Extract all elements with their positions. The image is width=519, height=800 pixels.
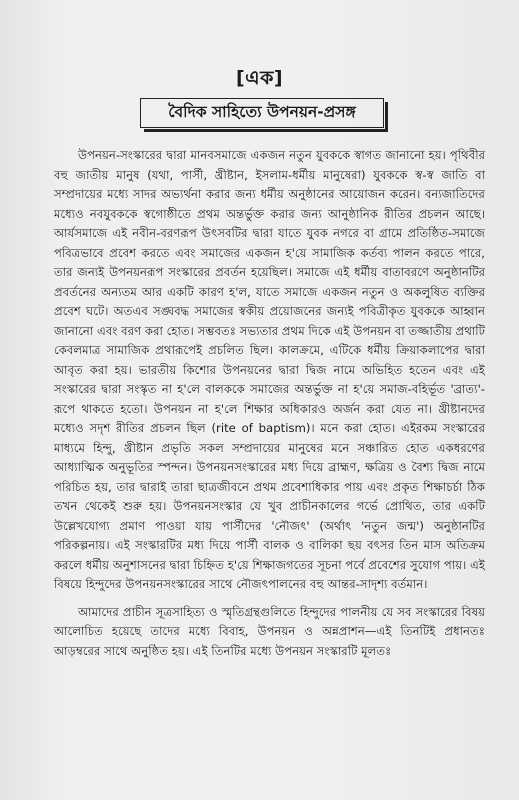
chapter-title-box [140, 98, 384, 128]
chapter-title: বৈদিক সাহিত্যে উপনয়ন-প্রসঙ্গ [168, 103, 356, 121]
paragraph-1: উপনয়ন-সংস্কারের দ্বারা মানবসমাজে একজন নতুন যুবককে স্বাগত জানানো হয়। পৃথিবীর বহু জাতীয় মানুষ (যথা, পার্সী, খ্রীষ্টান, ইসলাম-ধর্মীয় মানুষেরা) যুবককে স্ব-স্ব জাতি বা সম্প্রদায়ের মধ্যে সাদর অভ্যর্থনা করার জন্য ধর্মীয় অনুষ্ঠানের আয়োজন করেন। বন্যজাতিদের মধ্যেও নবযুবককে স্বগোষ্ঠীতে প্রথম অন্তর্ভুক্ত করার জন্য আনুষ্ঠানিক রীতির প্রচলন আছে। আর্যসমাজে এই নবীন-বরণরূপ উৎসবটির দ্বারা যাতে যুবক নগরে বা গ্রামে প্রতিষ্ঠিত-সমাজে পবিত্রভাবে প্রবেশ করতে এবং সমাজের একজন হ'য়ে সামাজিক কর্তব্য পালন করতে পারে, তার জন্যই উপনয়নরূপ সংস্কারের প্রবর্তন হয়েছিল। সমাজে এই ধর্মীয় বাতাবরণে অনুষ্ঠানটির প্রবর্তনের অন্যতম আর একটি কারণ হ'ল, যাতে সমাজে একজন নতুন ও অকলুষিত ব্যক্তির প্রবেশ ঘটে। অতএব সঙ্ঘবদ্ধ সমাজের স্বকীয় প্রয়োজনের জন্যই পবিত্রীকৃত যুবককে আহ্বান জানানো এবং বরণ করা হোত। সম্ভবতঃ সভ্যতার প্রথম দিকে এই উপনয়ন বা তজ্জাতীয় প্রথাটি কেবলমাত্র সামাজিক প্রথারূপেই প্রচলিত ছিল। কালক্রমে, এটিকে ধর্মীয় ক্রিয়াকলাপের দ্বারা আবৃত করা হয়। ভারতীয় কিশোর উপনয়নের দ্বারা দ্বিজ নামে অভিহিত হতেন এবং এই সংস্কারের দ্বারা সংস্কৃত না হ'লে বালককে সমাজের অন্তর্ভুক্ত না হ'য়ে সমাজ-বহির্ভূত 'ব্রাত্য'-রূপে থাকতে হতো। উপনয়ন না হ'লে শিক্ষার অধিকারও অর্জন করা যেত না। খ্রীষ্টানদের মধ্যেও সদৃশ রীতির প্রচলন ছিল (rite of baptism)। মনে করা হোত। এইরকম সংস্কারের মাধ্যমে হিন্দু, খ্রীষ্টান প্রভৃতি সকল সম্প্রদায়ের মানুষের মনে সঞ্চারিত হোত একধরণের আধ্যাত্মিক অনুভূতির স্পন্দন। উপনয়নসংস্কারের মধ্য দিয়ে ব্রাহ্মণ, ক্ষত্রিয় ও বৈশ্য দ্বিজ নামে পরিচিত হয়, তার দ্বারাই তারা ছাত্রজীবনে প্রথম প্রবেশাধিকার পায় এবং প্রকৃত শিক্ষাচর্চা ঠিক তখন থেকেই শুরু হয়। উপনয়নসংস্কার যে খুব প্রাচীনকালের গর্ভে প্রোথিত, তার একটি উল্লেখযোগ্য প্রমাণ পাওয়া যায় পার্সীদের 'নৌজৎ' (অর্থাৎ 'নতুন জন্ম') অনুষ্ঠানটির পরিকল্পনায়। এই সংস্কারটির মধ্য দিয়ে পার্সী বালক ও বালিকা ছয় বৎসর তিন মাস অতিক্রম করলে ধর্মীয় অনুশাসনের দ্বারা চিহ্নিত হ'য়ে শিক্ষাজগতের সূচনা পর্বে প্রবেশের সুযোগ পায়। এই বিষয়ে হিন্দুদের উপনয়নসংস্কারের সাথে নৌজৎপালনের বহু আন্তর-সাদৃশ্য বর্তমান। [54, 148, 485, 591]
paragraph-2: আমাদের প্রাচীন সূত্রসাহিত্য ও স্মৃতিগ্রন্থগুলিতে হিন্দুদের পালনীয় যে সব সংস্কারের বিষয় আলোচিত হয়েছে তাদের মধ্যে বিবাহ, উপনয়ন ও অন্নপ্রাশন—এই তিনটিই প্রধানতঃ আড়ম্বরের সাথে অনুষ্ঠিত হয়। এই তিনটির মধ্যে উপনয়ন সংস্কারটি মূলতঃ [54, 604, 485, 658]
body-text [54, 146, 485, 661]
chapter-number: [এক] [235, 67, 284, 89]
